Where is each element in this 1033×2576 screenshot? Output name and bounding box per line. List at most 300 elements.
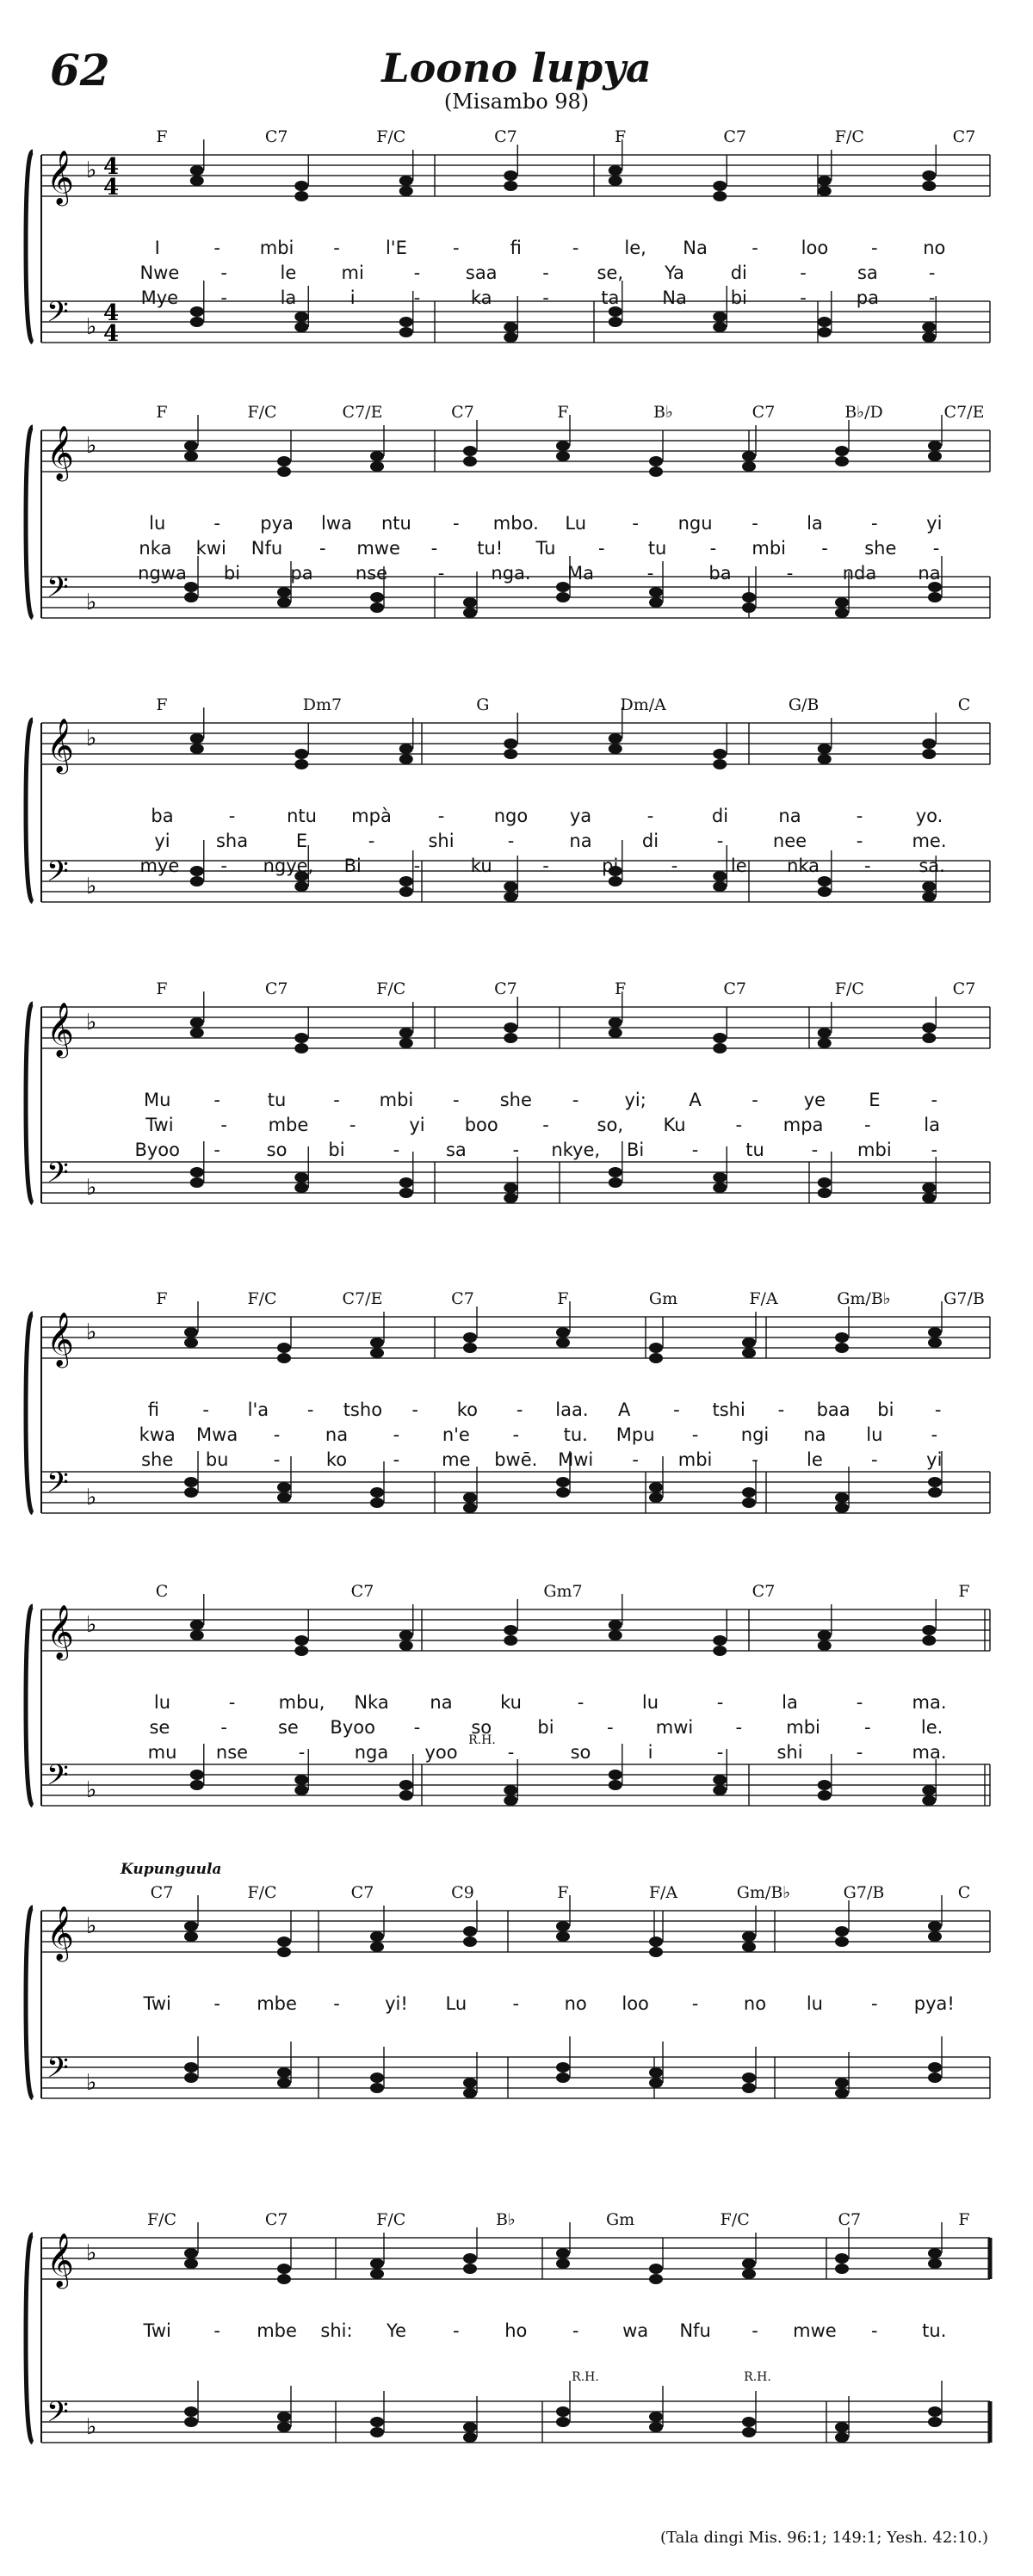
lyric-syllable: Byoo (134, 1140, 180, 1160)
section-label: Kupunguula (121, 1861, 222, 1878)
lyric-syllable: le. (920, 1717, 943, 1738)
lyric-syllable: ho (504, 2320, 528, 2341)
lyric-syllable: di (730, 263, 747, 283)
lyric-syllable: bu (205, 1449, 229, 1470)
lyric-syllable: Mu (143, 1090, 171, 1110)
lyric-syllable: na (325, 1424, 349, 1445)
chord-symbol: F (156, 695, 168, 714)
lyric-syllable: - (864, 856, 871, 876)
lyric-syllable: mu (147, 1742, 177, 1763)
lyric-syllable: se, (597, 263, 624, 283)
lyric-syllable: - (437, 563, 445, 584)
lyric-syllable: - (786, 563, 794, 584)
chord-symbol: C7 (264, 2210, 288, 2229)
lyric-syllable: ngo (493, 806, 529, 826)
right-hand-marker: R.H. (572, 2370, 599, 2384)
lyric-syllable: - (220, 263, 227, 283)
lyric-syllable: - (811, 1140, 819, 1160)
lyric-syllable: - (716, 1692, 724, 1713)
lyric-syllable: - (800, 263, 807, 283)
lyric-syllable: Twi (143, 2320, 171, 2341)
key-flat-icon: ♭ (86, 433, 97, 459)
lyric-syllable: - (413, 263, 421, 283)
music-system (0, 2212, 1033, 2487)
bass-clef-icon: 𝄢 (46, 2396, 69, 2436)
chord-symbol: C7 (350, 1883, 374, 1902)
chord-symbol: C7 (494, 979, 517, 998)
lyric-syllable: so, (597, 1115, 623, 1135)
chord-symbol: F (557, 1883, 569, 1902)
lyric-syllable: - (572, 1090, 579, 1110)
lyric-syllable: - (709, 538, 717, 559)
lyric-syllable: - (572, 238, 579, 258)
chord-symbol: Gm (648, 1289, 678, 1308)
staff-lines (0, 2212, 1033, 2487)
lyric-syllable: i (647, 1742, 653, 1763)
lyric-syllable: Twi (145, 1115, 174, 1135)
lyric-syllable: - (932, 538, 940, 559)
chord-symbol: C7 (264, 127, 288, 146)
bass-clef-icon: 𝄢 (46, 856, 69, 895)
lyric-syllable: mbi (786, 1717, 820, 1738)
lyric-syllable: mbi (677, 1449, 713, 1470)
lyric-syllable: - (598, 538, 605, 559)
lyric-syllable: di (711, 806, 729, 826)
lyric-syllable: tu (745, 1140, 764, 1160)
chord-symbol: F (958, 1582, 970, 1601)
chord-symbol: C9 (451, 1883, 474, 1902)
lyric-syllable: saa (465, 263, 498, 283)
chord-symbol: Dm7 (302, 695, 343, 714)
lyric-syllable: di (641, 831, 659, 851)
lyric-syllable: - (800, 287, 807, 308)
lyric-syllable: she (141, 1449, 174, 1470)
lyric-syllable: Mwi (558, 1449, 594, 1470)
lyric-syllable: Mwa (196, 1424, 238, 1445)
lyric-syllable: - (716, 1742, 724, 1763)
lyric-syllable: na (918, 563, 941, 584)
lyric-syllable: I (154, 238, 160, 258)
lyric-syllable: - (393, 1424, 400, 1445)
lyric-syllable: no (743, 1993, 767, 2014)
chord-symbol: Gm/B♭ (736, 1883, 791, 1902)
lyric-syllable: - (632, 513, 639, 534)
lyric-syllable: pa (856, 287, 879, 308)
lyric-syllable: mbi (259, 238, 294, 258)
lyric-syllable: - (349, 1115, 356, 1135)
lyric-syllable: - (213, 2320, 220, 2341)
bass-clef-icon: 𝄢 (46, 1157, 69, 1196)
lyric-syllable: mbi (857, 1140, 892, 1160)
lyric-syllable: mpà (351, 806, 392, 826)
chord-symbol: Gm (605, 2210, 635, 2229)
lyric-syllable: ku (500, 1692, 522, 1713)
lyric-syllable: ta (601, 287, 620, 308)
lyric-syllable: me. (912, 831, 947, 851)
lyric-syllable: ye (803, 1090, 826, 1110)
lyric-syllable: - (864, 1115, 871, 1135)
lyric-syllable: - (542, 263, 549, 283)
chord-symbol: C7 (723, 979, 747, 998)
lyric-syllable: na (803, 1424, 826, 1445)
lyric-syllable: yo. (915, 806, 943, 826)
chord-symbol: C7 (952, 127, 976, 146)
lyric-syllable: bi (730, 287, 747, 308)
chord-symbol: F (156, 403, 168, 422)
lyric-syllable: - (512, 1424, 520, 1445)
lyric-syllable: sha (215, 831, 249, 851)
key-flat-icon: ♭ (86, 314, 97, 340)
lyric-syllable: pya (260, 513, 294, 534)
lyric-syllable: la (782, 1692, 798, 1713)
treble-clef-icon: 𝄞 (46, 150, 74, 204)
chord-symbol: B♭ (495, 2210, 516, 2229)
lyric-syllable: so (570, 1742, 591, 1763)
chord-symbol: C7 (838, 2210, 862, 2229)
music-system (0, 1861, 1033, 2143)
lyric-syllable: bi (877, 1399, 894, 1420)
lyric-syllable: laa. (555, 1399, 589, 1420)
key-flat-icon: ♭ (86, 1913, 97, 1939)
lyric-syllable: - (931, 1090, 938, 1110)
lyric-syllable: ma. (912, 1742, 947, 1763)
chord-symbol: F (614, 979, 627, 998)
lyric-syllable: - (333, 1090, 340, 1110)
lyric-syllable: - (871, 1993, 878, 2014)
lyric-syllable: mbo. (492, 513, 539, 534)
lyric-syllable: - (928, 287, 936, 308)
chord-symbol: F/A (749, 1289, 778, 1308)
lyric-syllable: - (220, 1115, 227, 1135)
lyric-syllable: se (277, 1717, 299, 1738)
lyric-syllable: le (280, 263, 297, 283)
bass-clef-icon: 𝄢 (46, 2052, 69, 2091)
lyric-syllable: ngye, (263, 856, 314, 876)
chord-symbol: F/C (376, 979, 406, 998)
lyric-syllable: A (689, 1090, 702, 1110)
lyric-syllable: - (507, 1742, 515, 1763)
lyric-syllable: i (349, 287, 356, 308)
lyric-syllable: na (430, 1692, 453, 1713)
lyric-syllable: - (413, 287, 421, 308)
treble-clef-icon: 𝄞 (46, 1312, 74, 1366)
lyric-syllable: ngwa (138, 563, 187, 584)
lyric-syllable: sa. (919, 856, 945, 876)
bass-clef-icon: 𝄢 (46, 1759, 69, 1799)
lyric-syllable: - (273, 1424, 281, 1445)
lyric-syllable: Ye (386, 2320, 406, 2341)
lyric-syllable: - (934, 1399, 942, 1420)
lyric-syllable: se (149, 1717, 170, 1738)
treble-clef-icon: 𝄞 (46, 1002, 74, 1056)
chord-symbol: F/C (376, 127, 406, 146)
lyric-syllable: yoo (424, 1742, 458, 1763)
bass-clef-icon: 𝄢 (46, 296, 69, 336)
lyric-syllable: - (393, 1449, 400, 1470)
right-hand-marker: R.H. (744, 2370, 771, 2384)
chord-symbol: G7/B (943, 1289, 985, 1308)
lyric-syllable: - (928, 263, 936, 283)
treble-clef-icon: 𝄞 (46, 425, 74, 479)
lyric-syllable: Mpu (615, 1424, 655, 1445)
lyric-syllable: ba (151, 806, 174, 826)
lyric-syllable: mwe (793, 2320, 837, 2341)
lyric-syllable: nda (842, 563, 877, 584)
lyric-syllable: so (266, 1140, 288, 1160)
chord-symbol: F (156, 127, 168, 146)
song-source: (Misambo 98) (443, 90, 590, 114)
lyric-syllable: - (542, 1115, 549, 1135)
lyric-syllable: - (671, 856, 678, 876)
lyric-syllable: - (864, 1717, 871, 1738)
lyric-syllable: - (632, 1449, 639, 1470)
lyric-syllable: so (471, 1717, 492, 1738)
treble-clef-icon: 𝄞 (46, 1906, 74, 1960)
lyric-syllable: - (213, 513, 220, 534)
lyric-syllable: ntu (287, 806, 317, 826)
lyric-syllable: - (871, 2320, 878, 2341)
chord-symbol: C7/E (342, 1289, 383, 1308)
lyric-syllable: - (453, 2320, 460, 2341)
key-flat-icon: ♭ (86, 158, 97, 183)
lyric-syllable: - (673, 1399, 680, 1420)
key-flat-icon: ♭ (86, 2070, 97, 2096)
svg-text:4: 4 (103, 154, 120, 180)
lyric-syllable: - (516, 1399, 523, 1420)
lyric-syllable: nga (354, 1742, 389, 1763)
key-flat-icon: ♭ (86, 1175, 97, 1201)
lyric-syllable: fi (510, 238, 522, 258)
music-system (0, 1291, 1033, 1558)
chord-symbol: C7 (451, 1289, 474, 1308)
lyric-syllable: - (931, 1140, 938, 1160)
lyric-syllable: nse (215, 1742, 249, 1763)
chord-symbol: B♭/D (844, 403, 883, 422)
chord-symbol: G (476, 695, 490, 714)
chord-symbol: F/C (834, 127, 864, 146)
staff-lines (0, 1885, 1033, 2143)
lyric-syllable: la (807, 513, 823, 534)
lyric-syllable: - (319, 538, 326, 559)
lyric-syllable: mbu, (278, 1692, 325, 1713)
lyric-syllable: she (864, 538, 897, 559)
lyric-syllable: nka (139, 538, 172, 559)
lyric-syllable: shi: (320, 2320, 353, 2341)
key-flat-icon: ♭ (86, 1777, 97, 1803)
lyric-syllable: le, (624, 238, 646, 258)
chord-symbol: C (957, 695, 971, 714)
lyric-syllable: bwē. (494, 1449, 538, 1470)
chord-symbol: F/C (376, 2210, 406, 2229)
lyric-syllable: no (564, 1993, 587, 2014)
lyric-syllable: - (228, 1692, 236, 1713)
lyric-syllable: mbe (257, 2320, 297, 2341)
chord-symbol: C7 (494, 127, 517, 146)
lyric-syllable: - (273, 1449, 281, 1470)
lyric-syllable: - (735, 1115, 743, 1135)
lyric-syllable: ya (569, 806, 592, 826)
lyric-syllable: - (507, 831, 515, 851)
key-flat-icon: ♭ (86, 726, 97, 751)
lyric-syllable: bi (328, 1140, 345, 1160)
lyric-syllable: - (691, 1993, 699, 2014)
key-flat-icon: ♭ (86, 2240, 97, 2266)
lyric-syllable: nkye, (551, 1140, 601, 1160)
lyric-syllable: ka (470, 287, 492, 308)
chord-symbol: F (958, 2210, 970, 2229)
lyric-syllable: - (213, 1140, 220, 1160)
right-hand-marker: R.H. (468, 1733, 496, 1747)
lyric-syllable: - (752, 238, 758, 258)
chord-symbol: C7 (723, 127, 747, 146)
chord-symbol: C7 (451, 403, 474, 422)
music-system (0, 1584, 1033, 1850)
lyric-syllable: - (735, 1717, 743, 1738)
lyric-syllable: ba (708, 563, 732, 584)
chord-symbol: F/C (834, 979, 864, 998)
key-flat-icon: ♭ (86, 1319, 97, 1345)
svg-text:4: 4 (103, 321, 120, 347)
lyric-syllable: loo (801, 238, 829, 258)
lyric-syllable: - (453, 238, 460, 258)
lyric-syllable: - (752, 1090, 758, 1110)
lyric-syllable: Ku (663, 1115, 686, 1135)
lyric-syllable: - (856, 1692, 863, 1713)
lyric-syllable: mbe (268, 1115, 309, 1135)
treble-clef-icon: 𝄞 (46, 718, 74, 772)
lyric-syllable: - (213, 238, 220, 258)
lyric-syllable: - (220, 856, 227, 876)
lyric-syllable: yi; (624, 1090, 646, 1110)
chord-symbol: C7 (150, 1883, 174, 1902)
lyric-syllable: wa (622, 2320, 649, 2341)
chord-symbol: F/C (247, 1883, 277, 1902)
lyric-syllable: Byoo (330, 1717, 375, 1738)
lyric-syllable: - (856, 1742, 863, 1763)
lyric-syllable: - (856, 806, 863, 826)
chord-symbol: G7/B (843, 1883, 885, 1902)
lyric-syllable: Bi (343, 856, 362, 876)
lyric-syllable: tu. (563, 1424, 588, 1445)
key-flat-icon: ♭ (86, 2414, 97, 2440)
lyric-syllable: - (213, 1090, 220, 1110)
music-system (0, 981, 1033, 1248)
lyric-syllable: bi (223, 563, 241, 584)
treble-clef-icon: 𝄞 (46, 1604, 74, 1659)
lyric-syllable: sa (445, 1140, 467, 1160)
lyric-syllable: ntu (380, 513, 411, 534)
lyric-syllable: - (577, 1692, 585, 1713)
lyric-syllable: lu (866, 1424, 883, 1445)
chord-symbol: C7/E (943, 403, 985, 422)
key-flat-icon: ♭ (86, 874, 97, 899)
lyric-syllable: Twi (143, 1993, 171, 2014)
lyric-syllable: tu (267, 1090, 287, 1110)
lyric-syllable: mye (139, 856, 180, 876)
chord-symbol: F (614, 127, 627, 146)
lyric-syllable: baa (816, 1399, 851, 1420)
lyric-syllable: - (606, 1717, 614, 1738)
lyric-syllable: n'e (442, 1424, 470, 1445)
chord-symbol: Gm/B♭ (837, 1289, 891, 1308)
lyric-syllable: - (512, 1993, 520, 2014)
lyric-syllable: - (430, 538, 438, 559)
lyric-syllable: tu (647, 538, 667, 559)
lyric-syllable: lu (806, 1993, 823, 2014)
lyric-syllable: pa (290, 563, 313, 584)
chord-symbol: C7 (752, 403, 776, 422)
chord-symbol: F/C (247, 1289, 277, 1308)
lyric-syllable: lu (641, 1692, 659, 1713)
lyric-syllable: - (777, 1399, 785, 1420)
lyric-syllable: lu (153, 1692, 171, 1713)
lyric-syllable: - (306, 1399, 314, 1420)
lyric-syllable: shi (428, 831, 455, 851)
lyric-syllable: Nwe (139, 263, 180, 283)
lyric-syllable: Nfu (679, 2320, 711, 2341)
lyric-syllable: she (499, 1090, 532, 1110)
chord-symbol: F (156, 979, 168, 998)
lyric-syllable: Mye (140, 287, 179, 308)
lyric-syllable: - (646, 563, 654, 584)
lyric-syllable: mwi (655, 1717, 694, 1738)
chord-symbol: B♭ (653, 403, 673, 422)
lyric-syllable: ko (325, 1449, 348, 1470)
lyric-syllable: no (923, 238, 946, 258)
lyric-syllable: - (220, 287, 227, 308)
svg-text:4: 4 (103, 300, 120, 326)
lyric-syllable: Ma (567, 563, 594, 584)
chord-symbol: G/B (788, 695, 820, 714)
lyric-syllable: ko (456, 1399, 479, 1420)
lyric-syllable: yi (926, 1449, 943, 1470)
lyric-syllable: na (569, 831, 592, 851)
lyric-syllable: - (333, 238, 340, 258)
lyric-syllable: ngu (677, 513, 713, 534)
music-system (0, 697, 1033, 947)
lyric-syllable: Bi (627, 1140, 645, 1160)
chord-symbol: F/C (146, 2210, 177, 2229)
lyric-syllable: - (202, 1399, 209, 1420)
lyric-syllable: Tu (535, 538, 556, 559)
lyric-syllable: yi! (385, 1993, 408, 2014)
lyric-syllable: Lu (445, 1993, 467, 2014)
lyric-syllable: - (752, 513, 758, 534)
lyric-syllable: mbi (379, 1090, 414, 1110)
lyric-syllable: - (542, 856, 549, 876)
page-number: 62 (50, 45, 110, 96)
lyric-syllable: - (691, 1140, 699, 1160)
svg-text:4: 4 (103, 175, 120, 201)
staff-lines (0, 405, 1033, 663)
lyric-syllable: E (869, 1090, 881, 1110)
chord-symbol: Dm/A (620, 695, 666, 714)
lyric-syllable: - (220, 1717, 227, 1738)
chord-symbol: C (957, 1883, 971, 1902)
lyric-syllable: ngi (740, 1424, 770, 1445)
lyric-syllable: yi (926, 513, 943, 534)
chord-symbol: F (557, 1289, 569, 1308)
lyric-syllable: ma. (912, 1692, 947, 1713)
chord-symbol: F (557, 403, 569, 422)
lyric-syllable: - (453, 1090, 460, 1110)
chord-symbol: F/A (648, 1883, 678, 1902)
lyric-syllable: A (617, 1399, 631, 1420)
lyric-syllable: - (437, 806, 445, 826)
lyric-syllable: - (856, 831, 863, 851)
lyric-syllable: - (512, 1140, 520, 1160)
bass-clef-icon: 𝄢 (46, 571, 69, 611)
